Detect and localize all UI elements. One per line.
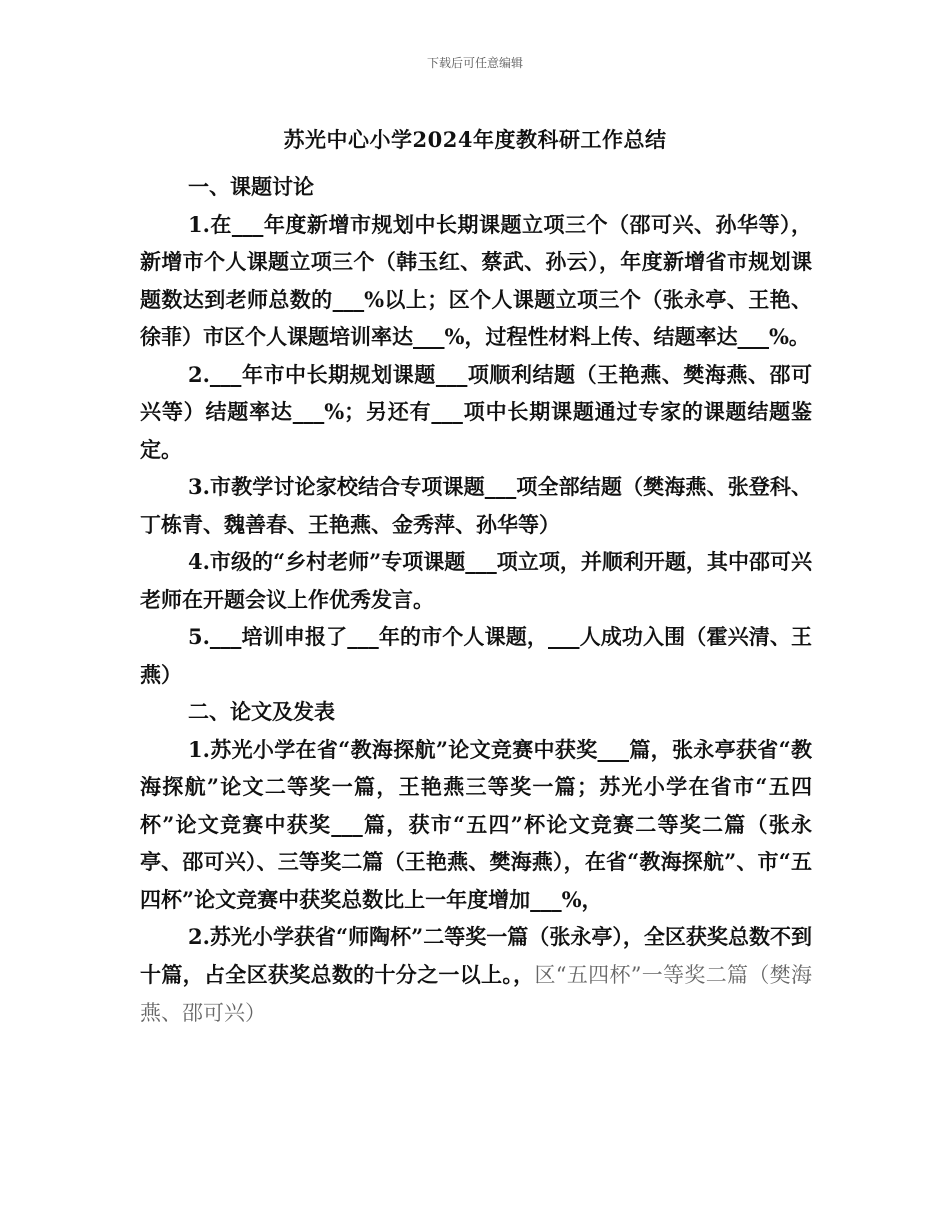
paragraph-2-2 (140, 918, 812, 1033)
paragraph-2-1: 1.苏光小学在省“教海探航”论文竞赛中获奖___篇，张永亭获省“教海探航”论文二等奖一篇，王艳燕三等奖一篇；苏光小学在省市“五四杯”论文竞赛中获奖___篇，获市“五四”杯论文竞赛二等奖二篇（张永亭、邵可兴）、三等奖二篇（王艳燕、樊海燕），在省“教海探航”、市“五四杯”论文竞赛中获奖总数比上一年度增加___%， (140, 736, 812, 912)
document-title: 苏光中心小学2024年度教科研工作总结 (283, 127, 667, 152)
paragraph-2-2-bold: 2.苏光小学获省“师陶杯”二等奖一篇（张永亭），全区获奖总数不到十篇，占全区获奖总数的十分之一以上。， (140, 924, 812, 987)
paragraph-1-2: 2.___年市中长期规划课题___项顺利结题（王艳燕、樊海燕、邵可兴等）结题率达___%；另还有___项中长期课题通过专家的课题结题鉴定。 (140, 361, 812, 462)
document-body (140, 168, 812, 1033)
paragraph-1-1: 1.在___年度新增市规划中长期课题立项三个（邵可兴、孙华等），新增市个人课题立项三个（韩玉红、蔡武、孙云），年度新增省市规划课题数达到老师总数的___%以上；区个人课题立项三个（张永亭、王艳、徐菲）市区个人课题培训率达___%，过程性材料上传、结题率达___%。 (140, 211, 812, 349)
paragraph-1-4: 4.市级的“乡村老师”专项课题___项立项，并顺利开题，其中邵可兴老师在开题会议上作优秀发言。 (140, 549, 812, 612)
header-note: 下载后可任意编辑 (426, 56, 523, 70)
paragraph-2-2-light: 区“五四杯”一等奖二篇（樊海燕、邵可兴） (140, 962, 812, 1025)
section-heading-1: 一、课题讨论 (188, 174, 314, 199)
paragraph-1-3: 3.市教学讨论家校结合专项课题___项全部结题（樊海燕、张登科、丁栋青、魏善春、王艳燕、金秀萍、孙华等） (140, 474, 812, 537)
section-heading-2: 二、论文及发表 (188, 699, 335, 724)
paragraph-1-5: 5.___培训申报了___年的市个人课题，___人成功入围（霍兴清、王燕） (140, 624, 812, 687)
